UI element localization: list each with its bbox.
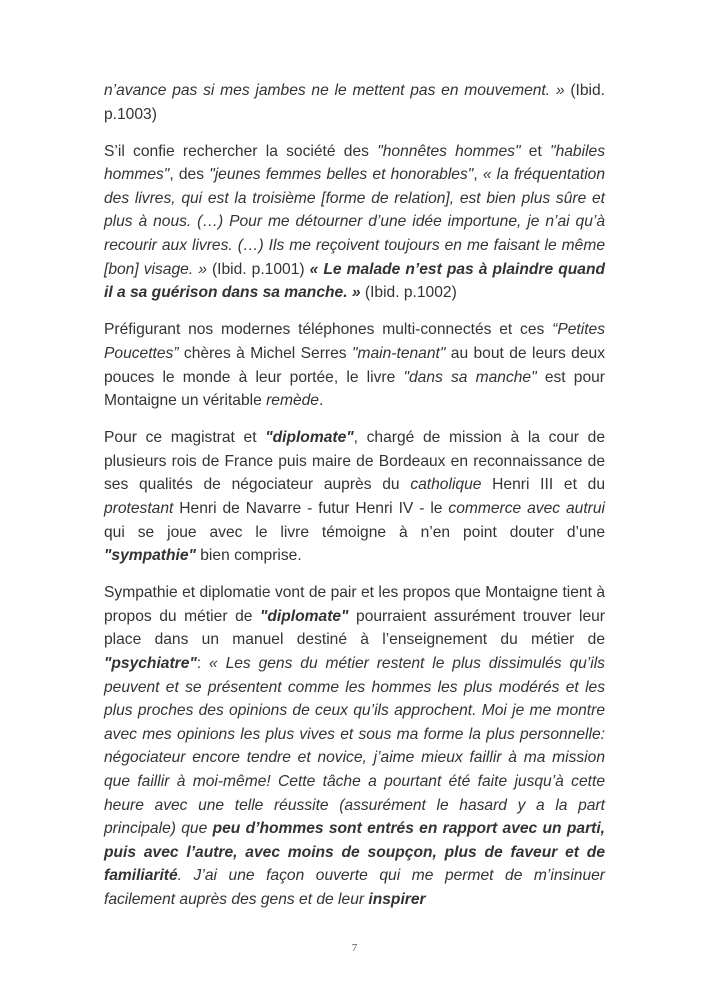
text-run: « Les gens du métier restent le plus dissimulés qu’ils peuvent et se présentent comme les hommes les plus modérés et les plus proches des opinions de ceux qu’ils approchent. Moi je me montre avec mes opinions les plus vives et sous ma forme la plus personnelle: négociateur encore tendre et novice, j’aime mieux faillir à ma mission que faillir à moi-même! Cette tâche a pourtant été faite jusqu’à cette heure avec une telle réussite (assurément le hasard y a la part principale) que bbox=[104, 655, 605, 838]
text-run: Henri III et du bbox=[481, 476, 605, 494]
text-run: n’avance pas si mes jambes ne le mettent pas en mouvement. » bbox=[104, 82, 565, 99]
text-run: "diplomate" bbox=[265, 429, 354, 447]
text-run: inspirer bbox=[368, 891, 426, 908]
text-run: "psychiatre" bbox=[104, 655, 197, 673]
text-run: bien comprise. bbox=[195, 547, 302, 565]
text-run: "sympathie" bbox=[104, 547, 196, 565]
text-run: est pour Montaigne un véritable bbox=[104, 368, 606, 410]
text-run: « Le malade n’est pas à plaindre quand il a sa guérison dans sa manche. » bbox=[104, 260, 605, 302]
text-run: commerce avec autrui bbox=[448, 500, 605, 517]
text-run: pourraient assurément trouver leur place dans un manuel destiné à l’enseignement du métier de bbox=[104, 607, 605, 649]
page-number: 7 bbox=[351, 942, 358, 954]
text-run: remède bbox=[266, 392, 319, 410]
text-run: et bbox=[520, 142, 551, 160]
text-run: "dans sa manche" bbox=[403, 368, 537, 386]
text-run: chères à Michel Serres bbox=[178, 344, 352, 362]
text-run: "main-tenant" bbox=[351, 344, 446, 362]
text-run: , chargé de mission à la cour de plusieurs rois de France puis maire de Bordeaux en reconnaissance de ses qualités de négociateur auprès du bbox=[104, 429, 605, 494]
text-run: protestant bbox=[104, 500, 174, 517]
text-run: peu d’hommes sont entrés en rapport avec un parti, puis avec l’autre, avec moins de soupçon, plus de faveur et de familiarité bbox=[104, 820, 606, 885]
text-run: qui se joue avec le livre témoigne à n’en point douter d’une bbox=[104, 523, 605, 541]
text-run: , bbox=[473, 166, 483, 184]
text-run: . J’ai une façon ouverte qui me permet de m’insinuer facilement auprès des gens et de leur bbox=[104, 867, 605, 908]
body-paragraph bbox=[104, 581, 605, 911]
text-run: : bbox=[196, 655, 210, 673]
body-paragraph bbox=[104, 79, 605, 126]
text-run: « la fréquentation des livres, qui est la troisième [forme de relation], est bien plus sûre et plus à nous. (…) Pour me détourner d’une idée importune, je n’ai qu’à recourir aux livres. (…) Ils me reçoivent toujours en me faisant le même [bon] visage. » bbox=[104, 166, 606, 278]
body-paragraph bbox=[104, 426, 605, 568]
text-run: "honnêtes hommes" bbox=[377, 142, 521, 160]
text-run: "jeunes femmes belles et honorables" bbox=[209, 166, 474, 184]
page-body bbox=[104, 79, 605, 925]
text-run: (Ibid. p.1003) bbox=[104, 82, 605, 123]
text-run: (Ibid. p.1002) bbox=[360, 284, 457, 302]
body-paragraph bbox=[104, 318, 605, 412]
text-run: . bbox=[318, 392, 324, 410]
text-run: catholique bbox=[410, 476, 482, 494]
text-run: Henri de Navarre - futur Henri IV - le bbox=[173, 500, 449, 517]
text-run: Préfigurant nos modernes téléphones multi-connectés et ces bbox=[104, 321, 553, 339]
text-run: au bout de leurs deux pouces le monde à leur portée, le livre bbox=[104, 344, 605, 386]
text-run: (Ibid. p.1001) bbox=[206, 260, 310, 278]
text-run: “Petites Poucettes” bbox=[104, 321, 605, 362]
text-run: "diplomate" bbox=[260, 607, 349, 625]
text-run: "habiles hommes" bbox=[104, 142, 605, 184]
text-run: S’il confie rechercher la société des bbox=[104, 142, 378, 160]
body-paragraph bbox=[104, 140, 605, 305]
text-run: Pour ce magistrat et bbox=[104, 429, 266, 447]
text-run: Sympathie et diplomatie vont de pair et les propos que Montaigne tient à propos du métier de bbox=[104, 584, 605, 625]
text-run: , des bbox=[169, 166, 210, 184]
